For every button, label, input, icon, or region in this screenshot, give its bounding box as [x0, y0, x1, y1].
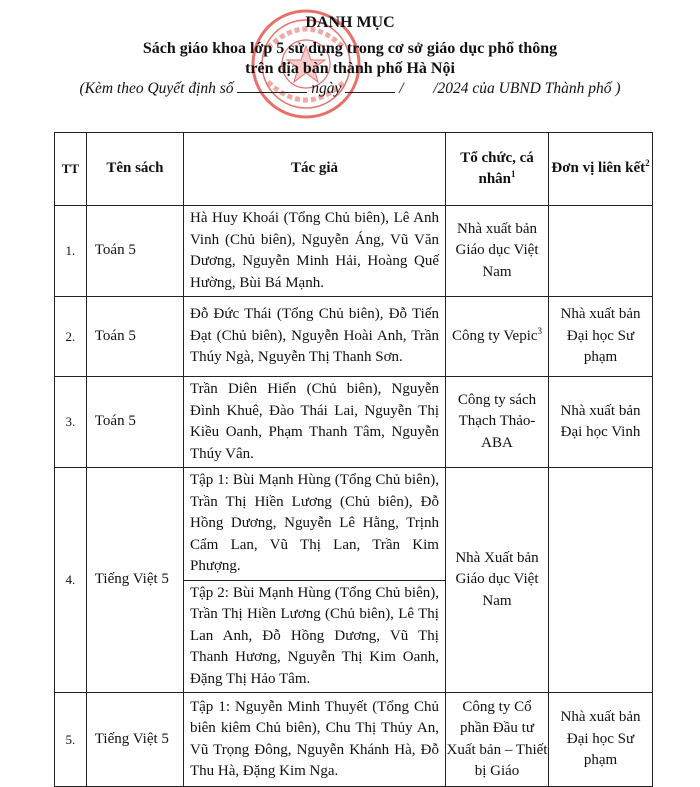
book-authors: Trần Diên Hiển (Chủ biên), Nguyễn Đình Khuê, Đào Thái Lai, Nguyễn Thị Kiều Oanh, Phạm Thanh Tâm, Nguyễn Thúy Vân. — [183, 377, 445, 468]
row-number: 1. — [55, 206, 87, 297]
note-suffix: /2024 của UBND Thành phố ) — [433, 80, 621, 97]
note-middle: ngày — [311, 80, 342, 97]
document-subtitle-line1: Sách giáo khoa lớp 5 sử dụng trong cơ sở giáo dục phổ thông — [142, 40, 558, 57]
document-subtitle-line2: trên địa bàn thành phố Hà Nội — [245, 60, 455, 77]
partner-unit — [549, 468, 653, 693]
book-authors: Tập 1: Nguyễn Minh Thuyết (Tổng Chủ biên kiêm Chủ biên), Chu Thị Thủy An, Vũ Trọng Đông, Nguyễn Khánh Hà, Đỗ Thu Hà, Đặng Kim Nga. — [183, 693, 445, 787]
header-tac-gia: Tác giả — [183, 133, 445, 206]
book-title: Tiếng Việt 5 — [86, 693, 183, 787]
table-row — [55, 693, 653, 787]
book-authors: Đỗ Đức Thái (Tổng Chủ biên), Đỗ Tiến Đạt (Chủ biên), Nguyễn Hoài Anh, Trần Thúy Ngà, Nguyễn Thị Thanh Sơn. — [183, 297, 445, 377]
book-title: Toán 5 — [86, 297, 183, 377]
row-number: 3. — [55, 377, 87, 468]
footnote-2: 2 — [645, 158, 650, 169]
header-to-chuc — [445, 133, 548, 206]
header-don-vi — [549, 133, 653, 206]
partner-unit: Nhà xuất bản Đại học Sư phạm — [549, 297, 653, 377]
table-row — [55, 377, 653, 468]
publisher: Công ty Cổ phần Đầu tư Xuất bản – Thiết bị Giáo — [445, 693, 548, 787]
publisher-text: Công ty Vepic — [451, 327, 538, 344]
table-row — [55, 297, 653, 377]
note-prefix: (Kèm theo Quyết định số — [79, 80, 234, 97]
header-tt: TT — [55, 133, 87, 206]
publisher: Công ty sách Thạch Thảo-ABA — [445, 377, 548, 468]
footnote-3: 3 — [537, 325, 543, 336]
note-sep: / — [399, 80, 404, 97]
header-ten-sach: Tên sách — [86, 133, 183, 206]
date-day-blank — [345, 80, 395, 93]
book-title: Toán 5 — [86, 377, 183, 468]
row-number: 4. — [55, 468, 87, 693]
document-title: DANH MỤC — [305, 14, 395, 31]
book-authors — [183, 468, 445, 693]
publisher: Nhà xuất bản Giáo dục Việt Nam — [445, 206, 548, 297]
book-authors: Hà Huy Khoái (Tổng Chủ biên), Lê Anh Vinh (Chủ biên), Nguyễn Áng, Vũ Văn Dương, Nguyễn Minh Hải, Hoàng Quế Hường, Bùi Bá Mạnh. — [183, 206, 445, 297]
partner-unit: Nhà xuất bản Đại học Vinh — [549, 377, 653, 468]
table-header-row — [55, 133, 653, 206]
decision-number-blank — [237, 80, 307, 93]
publisher: Nhà Xuất bản Giáo dục Việt Nam — [445, 468, 548, 693]
row-number: 5. — [55, 693, 87, 787]
decision-note — [0, 80, 700, 98]
header-don-vi-text: Đơn vị liên kết — [551, 160, 646, 177]
authors-volume-2: Tập 2: Bùi Mạnh Hùng (Tổng Chủ biên), Trần Thị Hiền Lương (Chủ biên), Lê Thị Lan Anh, Đỗ Hồng Dương, Vũ Thị Thanh Hương, Nguyễn Thị Kim Oanh, Đặng Thị Hảo Tâm. — [184, 580, 445, 691]
partner-unit: Nhà xuất bản Đại học Sư phạm — [549, 693, 653, 787]
book-title: Toán 5 — [86, 206, 183, 297]
table-row — [55, 468, 653, 693]
row-number: 2. — [55, 297, 87, 377]
partner-unit — [549, 206, 653, 297]
book-title: Tiếng Việt 5 — [86, 468, 183, 693]
textbook-table — [54, 132, 653, 787]
publisher — [445, 297, 548, 377]
footnote-1: 1 — [511, 169, 516, 179]
header-to-chuc-text: Tổ chức, cá nhân — [460, 149, 534, 187]
authors-volume-1: Tập 1: Bùi Mạnh Hùng (Tổng Chủ biên), Trần Thị Hiền Lương (Chủ biên), Đỗ Hồng Dương, Nguyễn Lê Hằng, Trịnh Cẩm Lan, Vũ Thị Lan, Trần Kim Phượng. — [189, 472, 439, 574]
table-row — [55, 206, 653, 297]
